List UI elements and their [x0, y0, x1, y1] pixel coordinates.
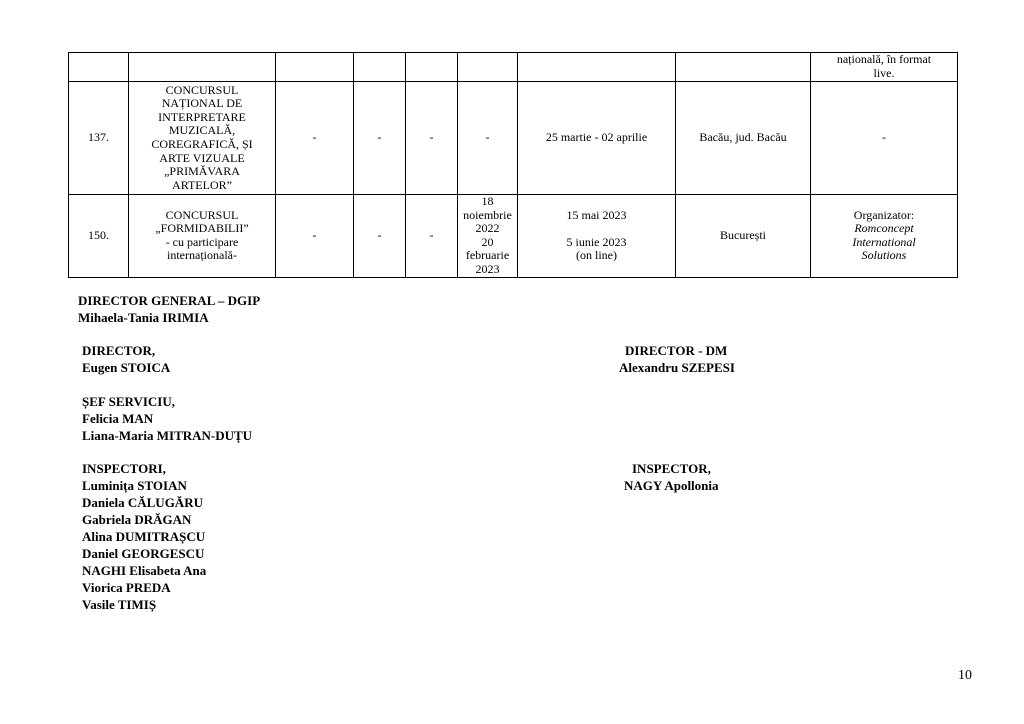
cell-c6: -: [458, 82, 518, 195]
cell-nr: [69, 53, 129, 82]
name-line: INTERPRETARE: [158, 109, 246, 124]
signature-title: ȘEF SERVICIU,: [82, 394, 175, 409]
name-line: „PRIMĂVARA: [164, 164, 240, 179]
cell-nr: 150.: [69, 195, 129, 278]
name-line: internațională-: [167, 248, 237, 263]
director-general-signature: [78, 292, 260, 326]
cell-c3: [276, 53, 354, 82]
date-line: 20 februarie: [465, 234, 510, 263]
name-line: MUZICALĂ,: [168, 123, 236, 138]
notes-line: live.: [873, 66, 895, 80]
cell-c5: -: [406, 82, 458, 195]
name-line: „FORMIDABILII”: [155, 221, 249, 236]
period-line: (on line): [576, 248, 617, 263]
cell-c3: -: [276, 82, 354, 195]
cell-nr: 137.: [69, 82, 129, 195]
signature-name: Alina DUMITRAȘCU: [82, 529, 206, 544]
signature-name: Vasile TIMIȘ: [82, 597, 157, 612]
cell-c4: -: [354, 195, 406, 278]
signature-name: Eugen STOICA: [82, 360, 171, 375]
name-line: COREGRAFICĂ, ȘI: [151, 137, 253, 151]
director-signature: [82, 342, 170, 376]
period-line: 15 mai 2023: [566, 207, 627, 222]
cell-location: Bacău, jud. Bacău: [676, 82, 811, 195]
signature-title: DIRECTOR GENERAL – DGIP: [78, 293, 261, 308]
signature-title: INSPECTORI,: [82, 461, 166, 476]
date-line: 2023: [475, 261, 500, 276]
cell-c5: -: [406, 195, 458, 278]
organizer-name-line: Solutions: [861, 248, 907, 263]
events-table: [68, 52, 958, 278]
organizer-label: Organizator:: [853, 207, 915, 222]
period-line: 5 iunie 2023: [566, 234, 627, 249]
inspectori-signature: [82, 460, 206, 613]
cell-c6: [458, 195, 518, 278]
signature-name: NAGHI Elisabeta Ana: [82, 563, 207, 578]
signature-name: Luminița STOIAN: [82, 478, 187, 493]
signature-name: Alexandru SZEPESI: [619, 360, 735, 375]
cell-period: 25 martie - 02 aprilie: [518, 82, 676, 195]
cell-period: [518, 195, 676, 278]
organizer-name-line: Romconcept: [854, 221, 914, 236]
signature-name: NAGY Apollonia: [624, 478, 719, 493]
signature-name: Daniela CĂLUGĂRU: [82, 495, 203, 510]
signature-title: DIRECTOR - DM: [625, 343, 728, 358]
sef-serviciu-signature: [82, 393, 252, 444]
cell-name: [129, 82, 276, 195]
cell-name: [129, 53, 276, 82]
period-line: [521, 222, 672, 236]
cell-c6: [458, 53, 518, 82]
cell-c5: [406, 53, 458, 82]
cell-c3: -: [276, 195, 354, 278]
cell-notes: -: [811, 82, 958, 195]
name-line: CONCURSUL: [165, 207, 239, 222]
cell-location: București: [676, 195, 811, 278]
cell-period: [518, 53, 676, 82]
name-line: NAȚIONAL DE: [161, 96, 243, 111]
signature-name: Daniel GEORGESCU: [82, 546, 205, 561]
name-line: - cu participare: [165, 234, 239, 249]
signature-title: DIRECTOR,: [82, 343, 156, 358]
notes-line: națională, în format: [836, 52, 932, 67]
inspector-signature: [624, 460, 719, 494]
director-dm-signature: [619, 342, 735, 376]
name-line: CONCURSUL: [165, 82, 239, 97]
table-row: [69, 53, 958, 82]
name-line: ARTELOR”: [172, 177, 232, 192]
date-line: 2022: [475, 221, 500, 236]
signature-name: Felicia MAN: [82, 411, 154, 426]
signature-title: INSPECTOR,: [632, 461, 711, 476]
cell-notes: [811, 53, 958, 82]
table-row: [69, 82, 958, 195]
cell-notes: [811, 195, 958, 278]
page-number: 10: [958, 668, 972, 683]
cell-name: [129, 195, 276, 278]
organizer-name-line: International: [852, 234, 916, 249]
cell-location: [676, 53, 811, 82]
signature-name: Liana-Maria MITRAN-DUȚU: [82, 428, 253, 443]
date-line: 18 noiembrie: [463, 194, 512, 222]
signature-name: Viorica PREDA: [82, 580, 171, 595]
table-row: [69, 195, 958, 278]
cell-c4: [354, 53, 406, 82]
cell-c4: -: [354, 82, 406, 195]
signature-name: Gabriela DRĂGAN: [82, 512, 192, 527]
name-line: ARTE VIZUALE: [159, 150, 245, 165]
signature-name: Mihaela-Tania IRIMIA: [78, 310, 209, 325]
